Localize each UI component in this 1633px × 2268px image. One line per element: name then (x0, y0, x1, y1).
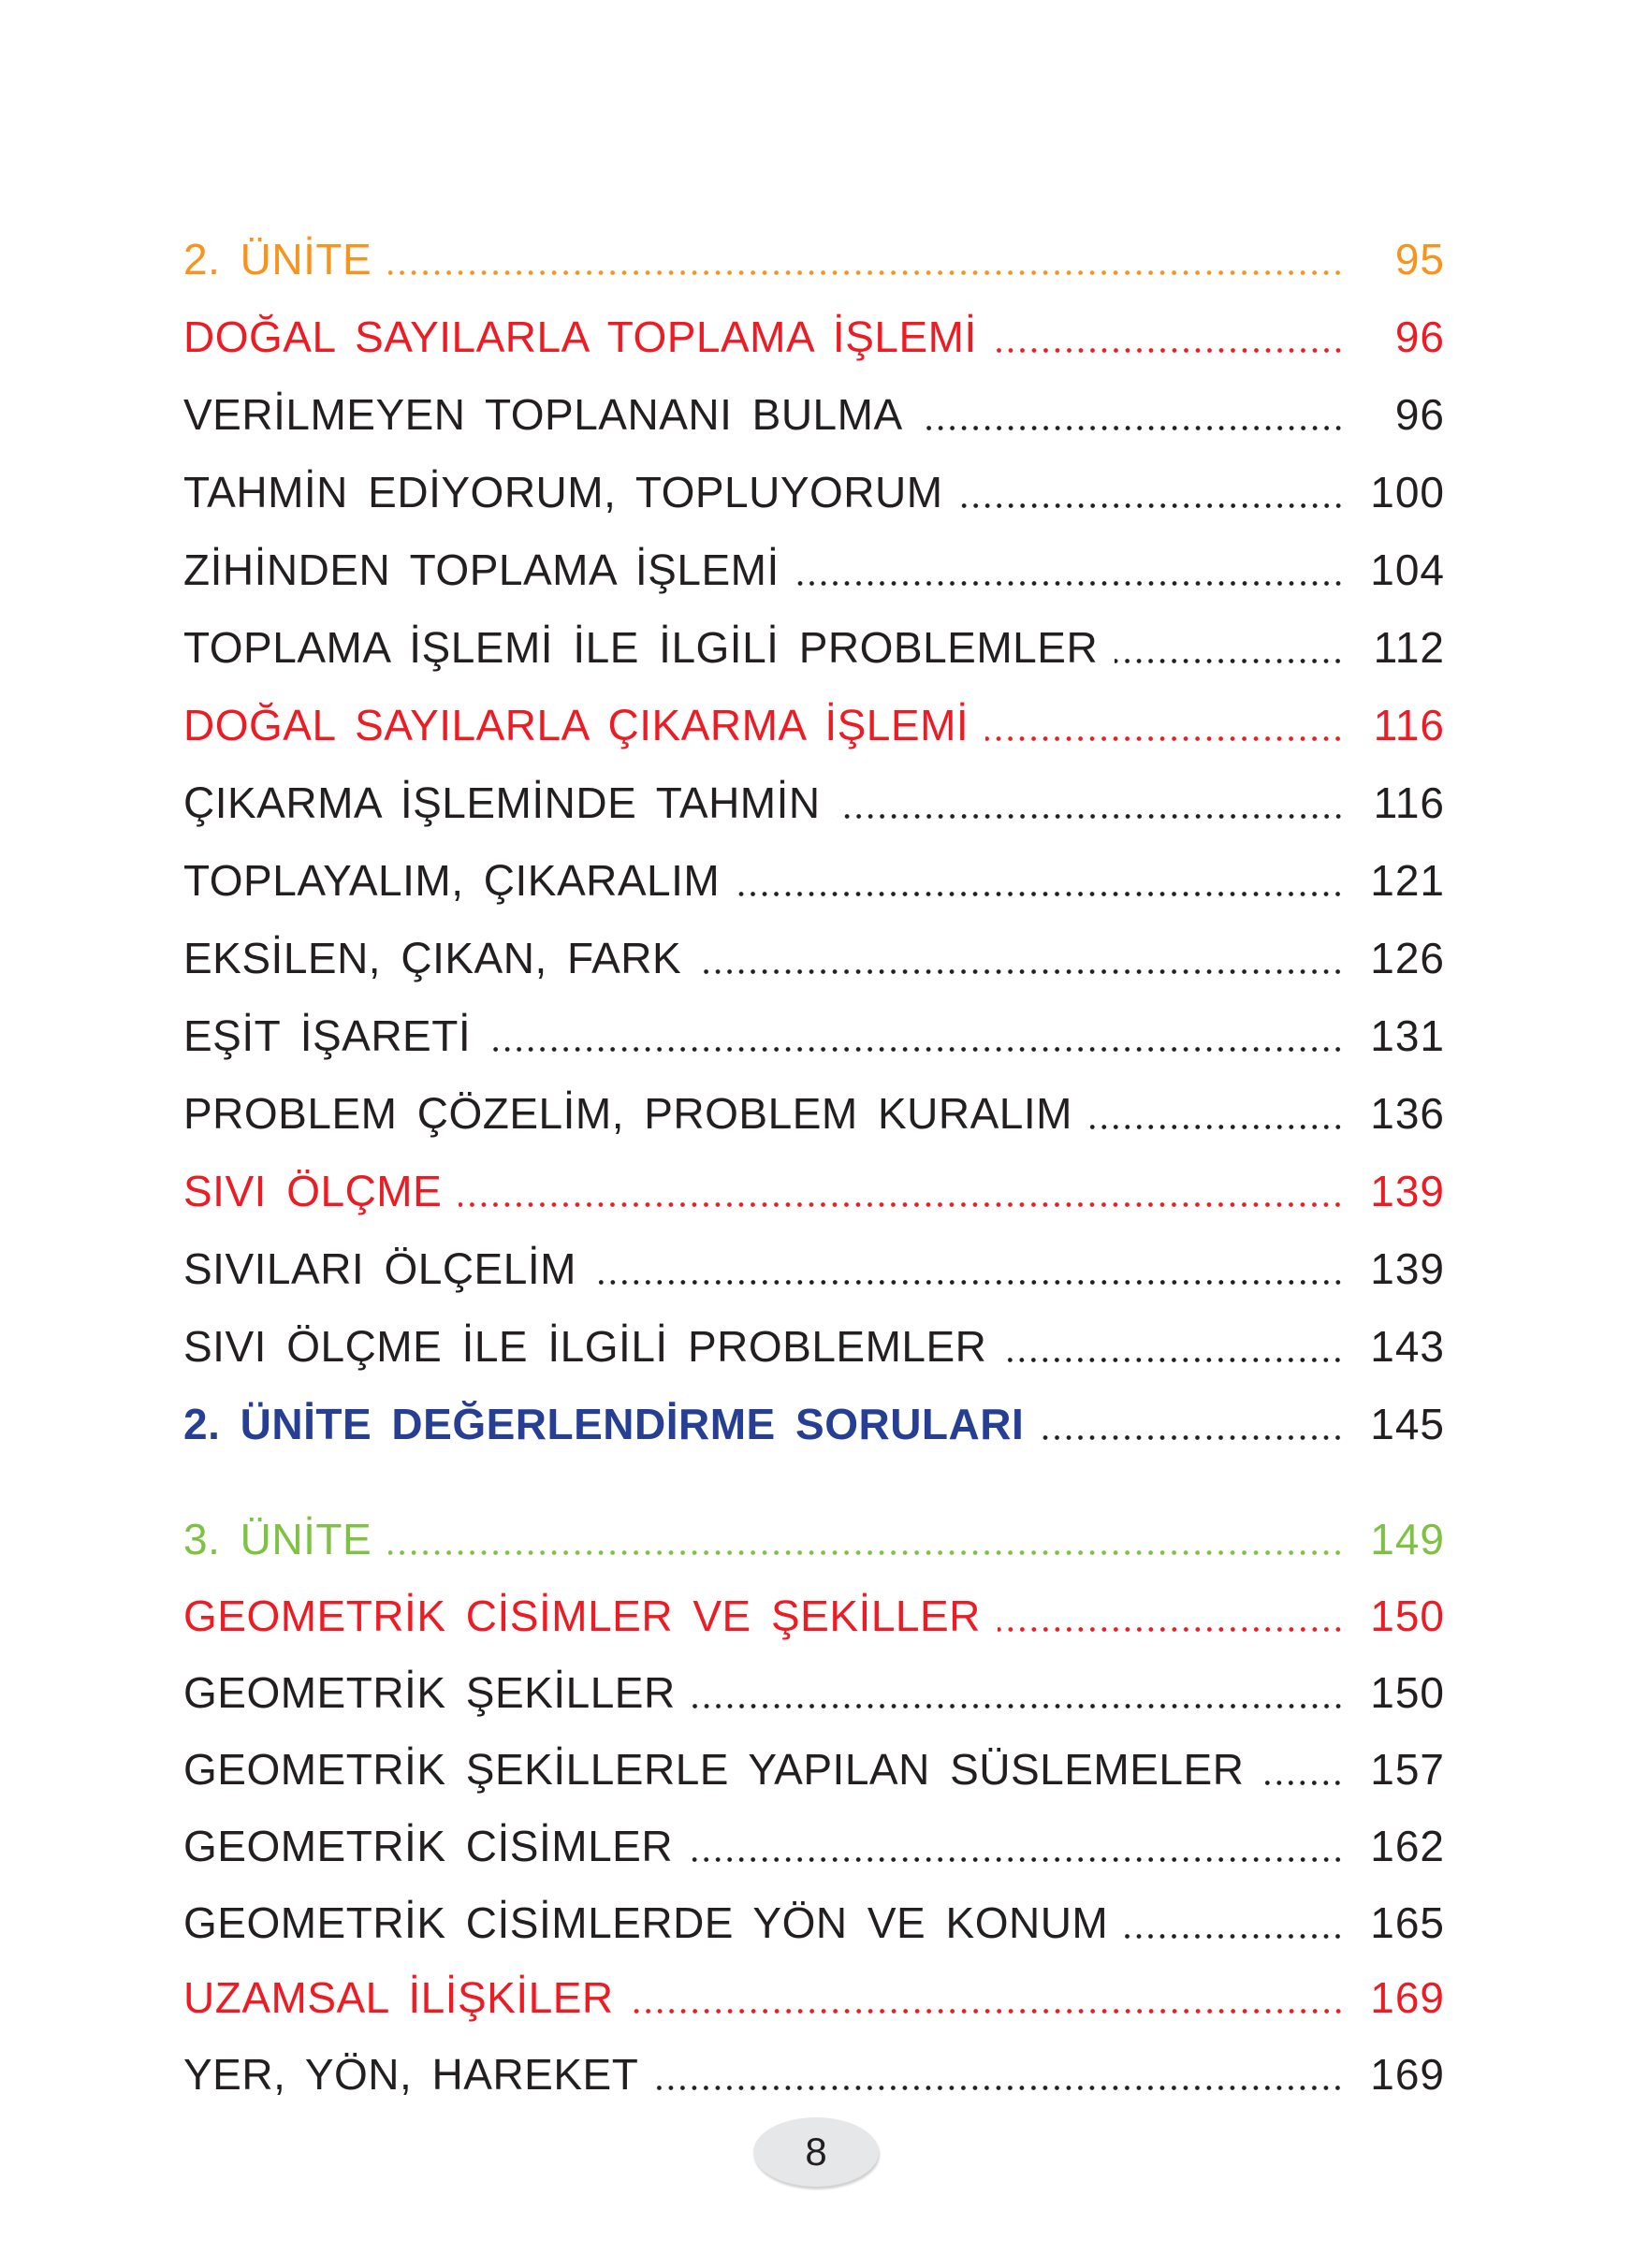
toc-entry-title: DOĞAL SAYILARLA ÇIKARMA İŞLEMİ (183, 701, 970, 749)
toc-entry-topic[interactable] (183, 1735, 1445, 1794)
dot-leader (1089, 1125, 1344, 1129)
toc-entry-title: GEOMETRİK ŞEKİLLER (183, 1668, 676, 1717)
toc-entry-topic[interactable] (183, 1001, 1445, 1060)
toc-entry-topic[interactable] (183, 1234, 1445, 1293)
toc-entry-topic[interactable] (183, 2040, 1445, 2099)
toc-entry-title: ÇIKARMA İŞLEMİNDE TAHMİN (183, 778, 821, 827)
toc-entry-page: 162 (1370, 1822, 1445, 1870)
toc-entry-page: 96 (1394, 390, 1445, 439)
dot-leader (960, 503, 1344, 508)
toc-entry-topic[interactable] (183, 1312, 1445, 1371)
toc-entry-unit-2[interactable] (183, 225, 1445, 284)
dot-leader (736, 892, 1344, 896)
toc-entry-topic[interactable] (183, 380, 1445, 439)
toc-entry-topic[interactable] (183, 923, 1445, 980)
dot-leader (985, 736, 1344, 741)
toc-entry-title: UZAMSAL İLİŞKİLER (183, 1973, 614, 2022)
toc-entry-title: SIVI ÖLÇME İLE İLGİLİ PROBLEMLER (183, 1322, 987, 1371)
toc-entry-topic[interactable] (183, 1811, 1445, 1868)
dot-leader (388, 270, 1344, 275)
toc-entry-title: SIVILARI ÖLÇELİM (183, 1244, 576, 1293)
dot-leader (920, 426, 1344, 430)
toc-entry-title: SIVI ÖLÇME (183, 1167, 443, 1215)
toc-entry-title: GEOMETRİK CİSİMLERDE YÖN VE KONUM (183, 1898, 1109, 1947)
toc-entry-unit-review[interactable] (183, 1389, 1445, 1446)
toc-entry-title: EKSİLEN, ÇIKAN, FARK (183, 934, 682, 982)
dot-leader (693, 1704, 1344, 1708)
dot-leader (1003, 1358, 1344, 1362)
toc-entry-title: TAHMİN EDİYORUM, TOPLUYORUM (183, 468, 943, 516)
dot-leader (1115, 659, 1344, 663)
dot-leader (690, 1857, 1344, 1862)
dot-leader (1261, 1781, 1344, 1785)
toc-entry-unit-3[interactable] (183, 1505, 1445, 1561)
toc-entry-title: ZİHİNDEN TOPLAMA İŞLEMİ (183, 545, 780, 594)
dot-leader (593, 1280, 1344, 1285)
toc-entry-title: TOPLAMA İŞLEMİ İLE İLGİLİ PROBLEMLER (183, 623, 1099, 672)
dot-leader (698, 969, 1344, 974)
toc-entry-topic[interactable] (183, 535, 1445, 594)
toc-entry-topic[interactable] (183, 1658, 1445, 1717)
dot-leader (1041, 1435, 1344, 1440)
toc-entry-page: 150 (1370, 1592, 1445, 1640)
toc-entry-title: GEOMETRİK CİSİMLER VE ŞEKİLLER (183, 1592, 981, 1640)
toc-entry-title: GEOMETRİK CİSİMLER (183, 1822, 674, 1870)
toc-entry-title: TOPLAYALIM, ÇIKARALIM (183, 856, 721, 905)
toc-entry-page: 136 (1370, 1089, 1445, 1138)
toc-entry-page: 112 (1373, 623, 1445, 672)
toc-entry-section[interactable] (183, 1963, 1445, 2022)
dot-leader (631, 2009, 1344, 2014)
toc-entry-page: 139 (1370, 1244, 1445, 1293)
toc-entry-page: 100 (1370, 468, 1445, 516)
page-number: 8 (805, 2130, 827, 2174)
toc-entry-page: 95 (1394, 235, 1445, 284)
toc-entry-page: 104 (1370, 545, 1445, 594)
dot-leader (488, 1047, 1344, 1052)
toc-entry-page: 121 (1370, 856, 1445, 905)
dot-leader (1125, 1934, 1344, 1939)
toc-entry-title: YER, YÖN, HAREKET (183, 2050, 639, 2099)
toc-entry-page: 116 (1373, 701, 1445, 749)
toc-entry-page: 143 (1370, 1322, 1445, 1371)
toc-entry-page: 131 (1370, 1011, 1445, 1060)
toc-entry-topic[interactable] (183, 846, 1445, 905)
toc-entry-topic[interactable] (183, 613, 1445, 672)
toc-entry-page: 169 (1370, 2050, 1445, 2099)
toc-entry-topic[interactable] (183, 768, 1445, 827)
toc-entry-page: 157 (1370, 1745, 1445, 1794)
toc-entry-page: 165 (1370, 1898, 1445, 1947)
toc-entry-section[interactable] (183, 1156, 1445, 1213)
toc-entry-page: 139 (1370, 1167, 1445, 1215)
toc-entry-page: 145 (1370, 1400, 1445, 1448)
toc-entry-section[interactable] (183, 1581, 1445, 1640)
toc-entry-title: GEOMETRİK ŞEKİLLERLE YAPILAN SÜSLEMELER (183, 1745, 1245, 1794)
dot-leader (998, 1627, 1344, 1632)
dot-leader (388, 1550, 1344, 1555)
toc-entry-page: 96 (1394, 313, 1445, 361)
toc-entry-title: 2. ÜNİTE DEĞERLENDİRME SORULARI (183, 1400, 1025, 1448)
toc-entry-section[interactable] (183, 691, 1445, 747)
toc-entry-page: 126 (1370, 934, 1445, 982)
toc-entry-title: PROBLEM ÇÖZELİM, PROBLEM KURALIM (183, 1089, 1072, 1138)
toc-entry-topic[interactable] (183, 1888, 1445, 1947)
toc-entry-page: 149 (1370, 1515, 1445, 1563)
toc-entry-page: 116 (1373, 778, 1445, 827)
toc-entry-title: VERİLMEYEN TOPLANANI BULMA (183, 390, 903, 439)
toc-entry-title: 2. ÜNİTE (183, 235, 372, 284)
dot-leader (838, 814, 1344, 819)
dot-leader (994, 348, 1344, 353)
toc-entry-title: DOĞAL SAYILARLA TOPLAMA İŞLEMİ (183, 313, 977, 361)
toc-entry-page: 169 (1370, 1973, 1445, 2022)
dot-leader (796, 581, 1344, 586)
toc-entry-topic[interactable] (183, 458, 1445, 514)
dot-leader (459, 1202, 1344, 1207)
dot-leader (655, 2086, 1344, 2090)
toc-entry-topic[interactable] (183, 1079, 1445, 1138)
toc-entry-title: EŞİT İŞARETİ (183, 1011, 472, 1060)
toc-entry-page: 150 (1370, 1668, 1445, 1717)
toc-entry-title: 3. ÜNİTE (183, 1515, 372, 1563)
page-number-badge (753, 2117, 879, 2187)
toc-entry-section[interactable] (183, 302, 1445, 361)
